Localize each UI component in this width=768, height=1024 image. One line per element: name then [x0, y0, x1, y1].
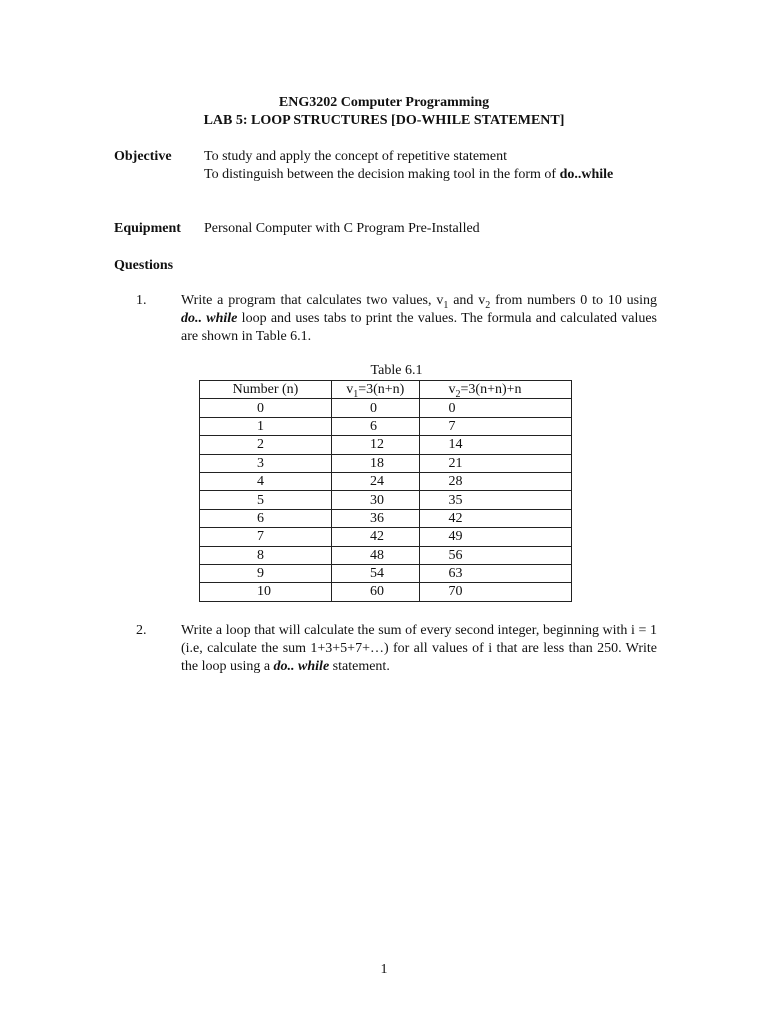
table-row	[200, 509, 572, 527]
table-row	[200, 399, 572, 417]
cell-n: 5	[200, 491, 332, 509]
table-row	[200, 454, 572, 472]
header-v1-post: =3(n+n)	[358, 382, 405, 398]
cell-v1: 54	[332, 564, 420, 582]
equipment-label: Equipment	[114, 221, 181, 236]
cell-v2: 42	[419, 509, 571, 527]
table-row	[200, 436, 572, 454]
q1-sub-2: 2	[485, 299, 491, 311]
cell-v1: 24	[332, 472, 420, 490]
cell-v2: 21	[419, 454, 571, 472]
table-header-row	[200, 381, 572, 399]
table-row	[200, 564, 572, 582]
objective-line-2	[204, 166, 613, 184]
table-row	[200, 472, 572, 490]
cell-v1: 48	[332, 546, 420, 564]
table-row	[200, 546, 572, 564]
header-v2	[419, 381, 571, 399]
cell-v2: 49	[419, 528, 571, 546]
cell-v2: 28	[419, 472, 571, 490]
cell-n: 6	[200, 509, 332, 527]
cell-v1: 18	[332, 454, 420, 472]
cell-v2: 70	[419, 583, 571, 601]
cell-v1: 12	[332, 436, 420, 454]
cell-n: 1	[200, 417, 332, 435]
header-v2-post: =3(n+n)+n	[460, 382, 522, 398]
question-1-text	[181, 292, 657, 346]
table-row	[200, 491, 572, 509]
table-row	[200, 583, 572, 601]
header-v2-pre: v	[448, 382, 456, 398]
header-number: Number (n)	[200, 381, 332, 399]
q1-text-c: from numbers 0 to 10 using	[490, 293, 658, 308]
cell-n: 9	[200, 564, 332, 582]
q1-keyword: do.. while	[181, 311, 238, 326]
cell-v2: 0	[419, 399, 571, 417]
q1-text-b: and v	[448, 293, 486, 308]
objective-line-1: To study and apply the concept of repetitive statement	[204, 149, 508, 164]
cell-v1: 6	[332, 417, 420, 435]
header-v1	[332, 381, 420, 399]
q2-text-b: statement.	[329, 659, 390, 674]
course-title: ENG3202 Computer Programming	[278, 95, 490, 110]
table-caption: Table 6.1	[370, 363, 423, 378]
question-2-text	[181, 622, 657, 676]
cell-v2: 35	[419, 491, 571, 509]
objective-line-2-text: To distinguish between the decision making tool in the form of	[204, 167, 560, 182]
cell-n: 8	[200, 546, 332, 564]
values-table	[199, 380, 572, 602]
page-number: 1	[380, 962, 388, 977]
table-row	[200, 417, 572, 435]
question-2-number: 2.	[136, 623, 147, 638]
cell-n: 7	[200, 528, 332, 546]
header-v1-sub: 1	[353, 388, 359, 400]
cell-n: 2	[200, 436, 332, 454]
cell-n: 10	[200, 583, 332, 601]
table-row	[200, 528, 572, 546]
cell-v1: 60	[332, 583, 420, 601]
cell-v1: 36	[332, 509, 420, 527]
q2-text-a: Write a loop that will calculate the sum of every second integer, beginning with i = 1 (i.e, calculate the sum 1+3+5+7+…) for all values of i that are less than 250. Write the loop using a	[181, 623, 657, 674]
cell-v2: 14	[419, 436, 571, 454]
q1-text-a: Write a program that calculates two values, v	[181, 293, 444, 308]
header-v2-sub: 2	[455, 388, 461, 400]
equipment-text: Personal Computer with C Program Pre-Installed	[204, 221, 480, 236]
cell-v1: 42	[332, 528, 420, 546]
objective-keyword: do..while	[559, 167, 614, 182]
q2-keyword: do.. while	[273, 659, 330, 674]
q1-sub-1: 1	[443, 299, 449, 311]
cell-n: 4	[200, 472, 332, 490]
questions-label: Questions	[114, 258, 174, 273]
lab-title: LAB 5: LOOP STRUCTURES [DO-WHILE STATEMENT]	[203, 113, 565, 128]
cell-v2: 56	[419, 546, 571, 564]
cell-v1: 0	[332, 399, 420, 417]
q1-text-d: loop and uses tabs to print the values. The formula and calculated values are shown in Table 6.1.	[181, 311, 658, 344]
cell-n: 0	[200, 399, 332, 417]
cell-v2: 63	[419, 564, 571, 582]
cell-v1: 30	[332, 491, 420, 509]
objective-label: Objective	[114, 149, 172, 164]
cell-v2: 7	[419, 417, 571, 435]
question-1-number: 1.	[136, 293, 147, 308]
cell-n: 3	[200, 454, 332, 472]
header-v1-pre: v	[346, 382, 354, 398]
